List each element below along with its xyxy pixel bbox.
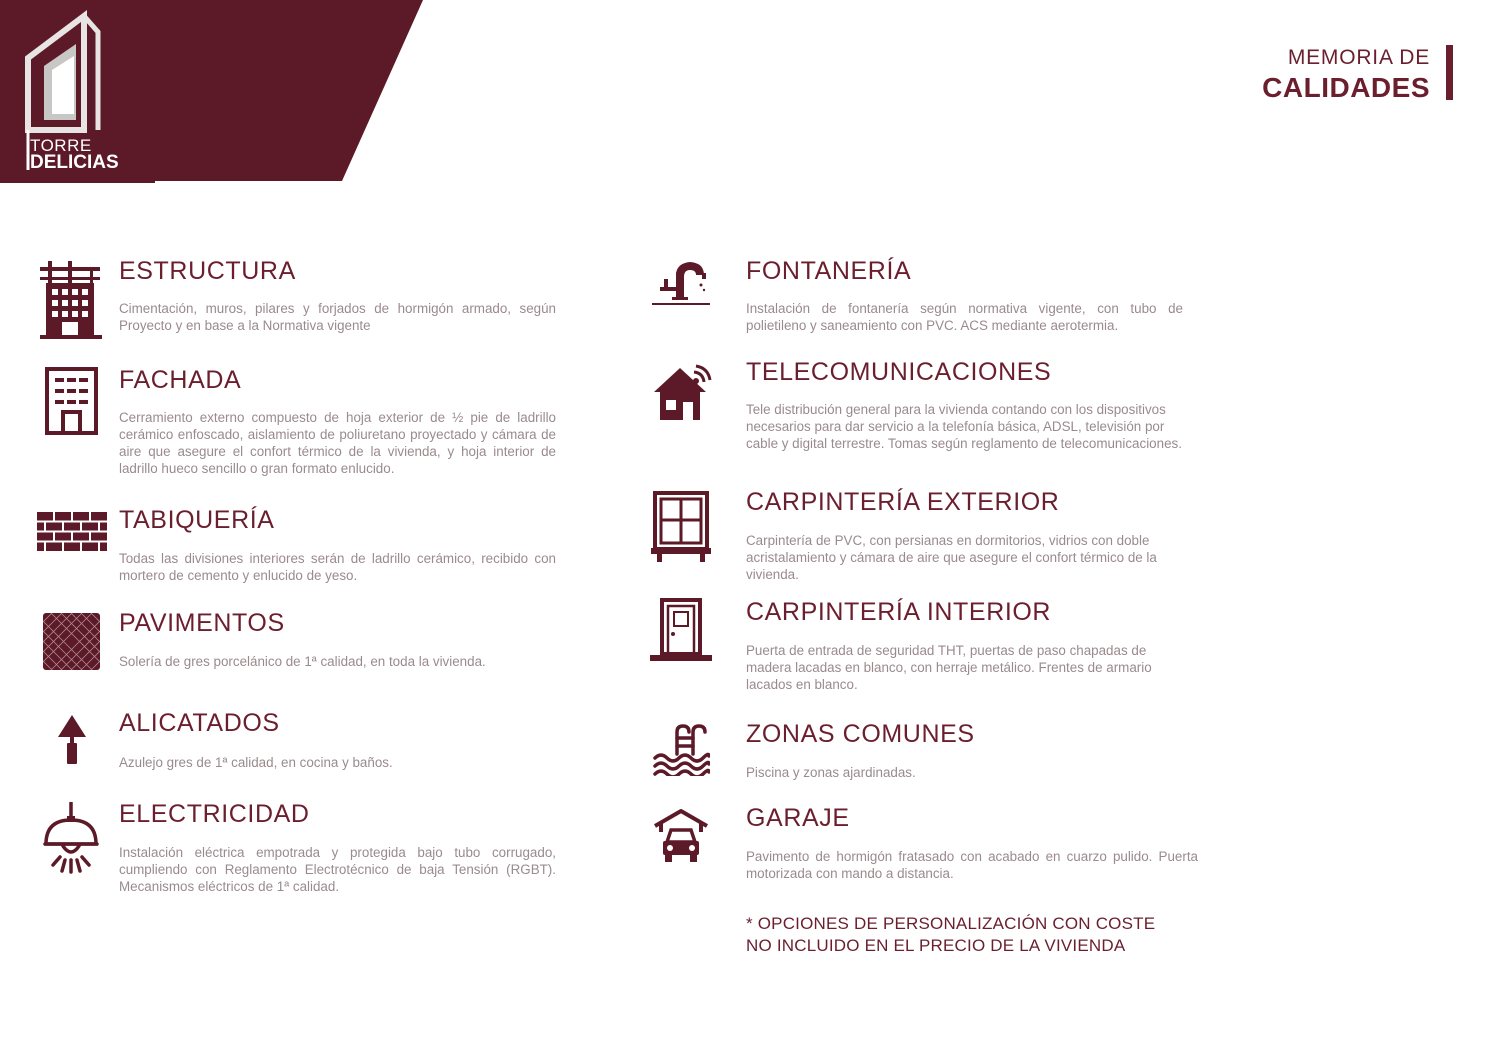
document-title [1262,46,1430,104]
text-carpinteria-exterior: Carpintería de PVC, con persianas en dormitorios, vidrios con doble acristalamiento y cámara de aire que asegure el confort térmico de la vivienda. [746,533,1157,582]
brand-name-line1: TORRE [30,136,92,155]
brand-name-line2: DELICIAS [30,152,119,173]
heading-garaje: GARAJE [746,804,850,832]
floor-tile-icon [43,613,100,670]
heading-telecomunicaciones: TELECOMUNICACIONES [746,358,1052,386]
garage-car-icon [653,808,709,864]
trowel-icon [58,715,86,765]
text-tabiqueria: Todas las divisiones interiores serán de ladrillo cerámico, recibido con mortero de cemento y enlucido de yeso. [119,551,556,583]
heading-zonas-comunes: ZONAS COMUNES [746,720,975,748]
text-alicatados: Azulejo gres de 1ª calidad, en cocina y baños. [119,755,393,770]
text-telecomunicaciones: Tele distribución general para la vivienda contando con los dispositivos necesarios para dar servicio a la telefonía básica, ADSL, televisión por cable y digital terrestre. Tomas según reglamento de telecomunicaciones. [746,402,1182,451]
window-icon [651,491,711,563]
text-zonas-comunes: Piscina y zonas ajardinadas. [746,765,916,780]
title-line2: CALIDADES [1262,72,1430,103]
heading-fontaneria: FONTANERÍA [746,257,912,285]
ceiling-lamp-icon [42,802,100,874]
text-electricidad: Instalación eléctrica empotrada y protegida bajo tubo corrugado, cumpliendo con Reglamento Electrotécnico de baja Tensión (RGBT). Mecanismos eléctricos de 1ª calidad. [119,845,556,894]
building-crane-icon [40,259,102,339]
door-icon [650,598,712,662]
pool-ladder-icon [653,724,710,776]
heading-pavimentos: PAVIMENTOS [119,609,285,637]
title-accent-bar [1446,45,1453,100]
heading-alicatados: ALICATADOS [119,709,280,737]
faucet-icon [652,259,710,307]
heading-carpinteria-exterior: CARPINTERÍA EXTERIOR [746,488,1060,516]
text-carpinteria-interior: Puerta de entrada de seguridad THT, puertas de paso chapadas de madera lacadas en blanco, con herraje metálico. Frentes de armario lacados en blanco. [746,643,1152,692]
title-line1: MEMORIA DE [1287,46,1430,69]
customization-note [746,913,1206,957]
brick-wall-icon [37,512,107,551]
text-pavimentos: Solería de gres porcelánico de 1ª calidad, en toda la vivienda. [119,654,486,669]
heading-estructura: ESTRUCTURA [119,257,296,285]
heading-electricidad: ELECTRICIDAD [119,800,310,828]
text-garaje: Pavimento de hormigón fratasado con acabado en cuarzo pulido. Puerta motorizada con mando a distancia. [746,849,1198,881]
note-line2: NO INCLUIDO EN EL PRECIO DE LA VIVIENDA [746,936,1126,955]
text-fachada: Cerramiento externo compuesto de hoja exterior de ½ pie de ladrillo cerámico enfoscado, aislamiento de poliuretano proyectado y cámara de aire que asegure el confort térmico de la vivienda, y hoja interior de ladrillo hueco sencillo o gran formato enlucido. [119,410,556,476]
note-line1: * OPCIONES DE PERSONALIZACIÓN CON COSTE [746,914,1156,933]
text-fontaneria: Instalación de fontanería según normativa vigente, con tubo de polietileno y saneamiento con PVC. ACS mediante aerotermia. [746,301,1183,333]
heading-carpinteria-interior: CARPINTERÍA INTERIOR [746,598,1052,626]
text-estructura: Cimentación, muros, pilares y forjados de hormigón armado, según Proyecto y en base a la Normativa vigente [119,301,556,333]
heading-tabiqueria: TABIQUERÍA [119,506,275,534]
facade-icon [45,367,98,435]
house-wifi-icon [652,362,712,422]
heading-fachada: FACHADA [119,366,242,394]
